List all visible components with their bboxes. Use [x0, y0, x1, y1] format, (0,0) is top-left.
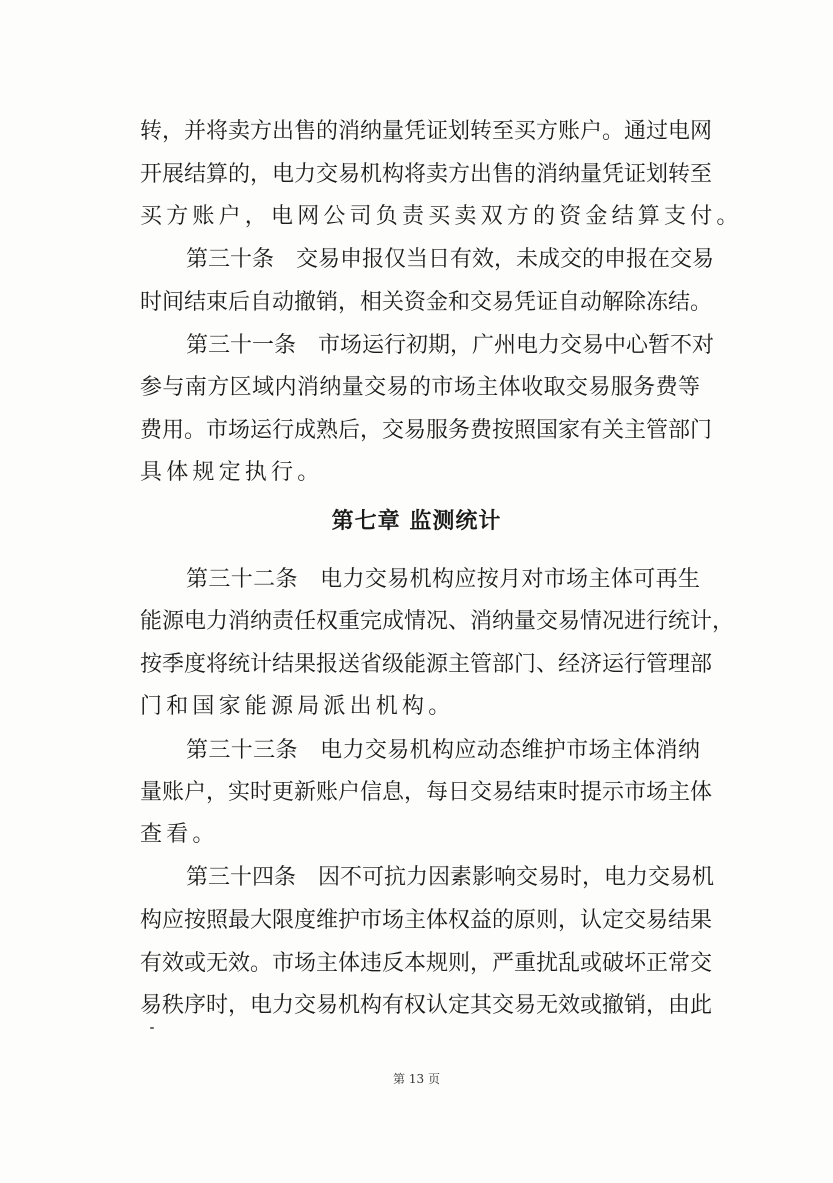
body-text-line: 易秩序时，电力交易机构有权认定其交易无效或撤销，由此: [140, 993, 713, 1018]
page-number: 第 13 页: [393, 1072, 440, 1086]
chapter-heading: 第七章 监测统计: [331, 509, 502, 534]
article-33-line: 第三十三条 电力交易机构应动态维护市场主体消纳: [186, 738, 700, 763]
body-text-line: 查看。: [140, 822, 219, 847]
body-text-line: 时间结束后自动撤销，相关资金和交易凭证自动解除冻结。: [140, 290, 713, 315]
article-34-line: 第三十四条 因不可抗力因素影响交易时，电力交易机: [186, 865, 715, 890]
body-text-line: 参与南方区域内消纳量交易的市场主体收取交易服务费等: [140, 375, 700, 400]
body-text-line: 具体规定执行。: [140, 460, 324, 485]
body-text-line: 费用。市场运行成熟后，交易服务费按照国家有关主管部门: [140, 418, 713, 443]
article-32-line: 第三十二条 电力交易机构应按月对市场主体可再生: [186, 567, 700, 592]
article-31-line: 第三十一条 市场运行初期，广州电力交易中心暂不对: [186, 333, 715, 358]
body-text-line: 门和国家能源局派出机构。: [140, 694, 455, 719]
article-30-line: 第三十条 交易申报仅当日有效，未成交的申报在交易: [186, 247, 715, 272]
body-text-line: 买方账户，电网公司负责买卖双方的资金结算支付。: [140, 204, 743, 229]
body-text-line: 有效或无效。市场主体违反本规则，严重扰乱或破坏正常交: [140, 951, 713, 976]
scan-speck: [150, 1027, 154, 1029]
body-text-line: 构应按照最大限度维护市场主体权益的原则，认定交易结果: [140, 908, 713, 933]
body-text-line: 转，并将卖方出售的消纳量凭证划转至买方账户。通过电网: [140, 119, 713, 144]
body-text-line: 能源电力消纳责任权重完成情况、消纳量交易情况进行统计，: [140, 609, 735, 634]
body-text-line: 开展结算的，电力交易机构将卖方出售的消纳量凭证划转至: [140, 162, 713, 187]
body-text-line: 按季度将统计结果报送省级能源主管部门、经济运行管理部: [140, 652, 713, 677]
body-text-line: 量账户，实时更新账户信息，每日交易结束时提示市场主体: [140, 780, 713, 805]
